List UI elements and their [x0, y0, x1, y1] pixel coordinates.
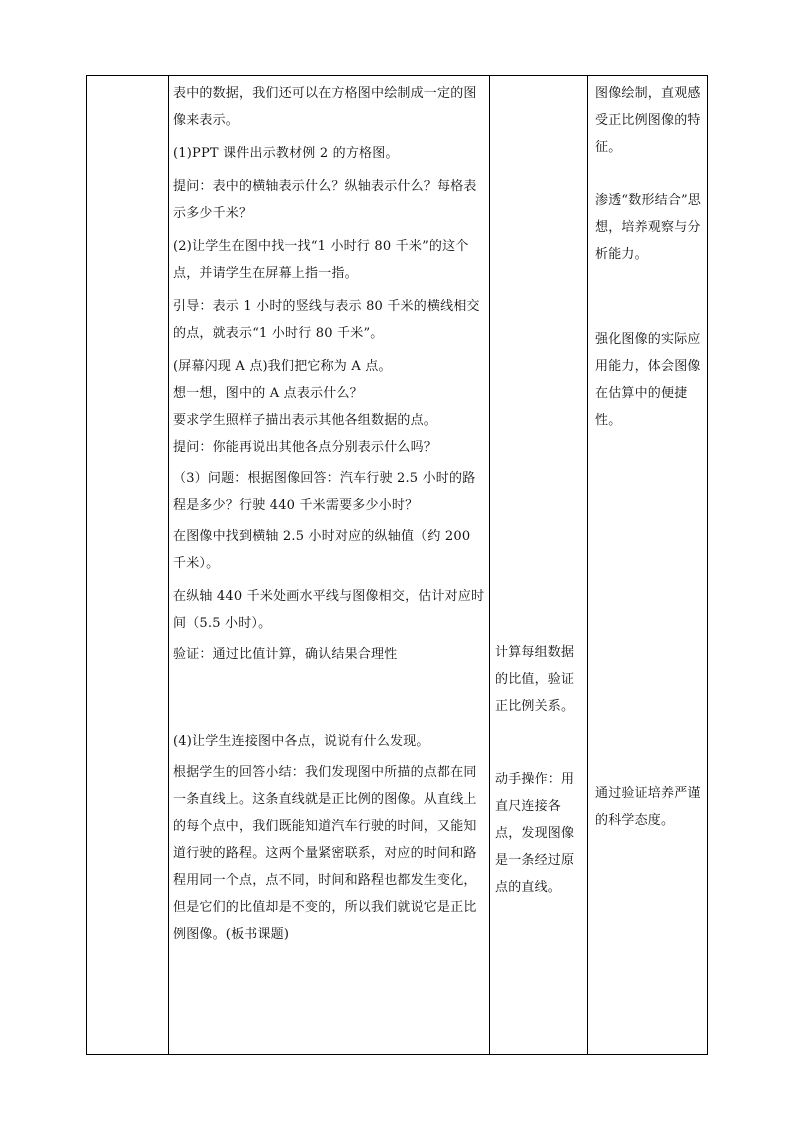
column-divider-3	[587, 76, 588, 1054]
intent-paragraph: 图像绘制，直观感受正比例图像的特征。	[595, 86, 701, 155]
teaching-process-column	[173, 76, 486, 948]
activity-paragraph: 计算每组数据的比值，验证正比例关系。	[495, 645, 575, 714]
column-divider-1	[168, 76, 169, 1054]
column-divider-2	[489, 76, 490, 1054]
process-paragraph: 在纵轴 440 千米处画水平线与图像相交，估计对应时间（5.5 小时）。	[173, 589, 485, 631]
process-paragraph: (4)让学生连接图中各点，说说有什么发现。	[173, 734, 430, 749]
process-paragraph: 想一想，图中的 A 点表示什么？	[173, 386, 363, 401]
process-paragraph: 根据学生的回答小结：我们发现图中所描的点都在同一条直线上。这条直线就是正比例的图像。从直线上的每个点中，我们既能知道汽车行驶的时间，又能知道行驶的路程。这两个量紧密联系，对应的时间和路程用同一个点，点不同，时间和路程也都发生变化，但是它们的比值却是不变的，所以我们就说它是正比例图像。(板书课题)	[173, 765, 477, 942]
process-paragraph: 表中的数据，我们还可以在方格图中绘制成一定的图像来表示。	[173, 86, 477, 128]
process-paragraph: 提问：表中的横轴表示什么？纵轴表示什么？每格表示多少千米？	[173, 179, 477, 221]
intent-paragraph: 强化图像的实际应用能力，体会图像在估算中的便捷性。	[595, 332, 701, 428]
student-activity-column	[495, 76, 587, 901]
lesson-table	[86, 75, 708, 1055]
process-paragraph: 引导：表示 1 小时的竖线与表示 80 千米的横线相交的点，就表示“1 小时行 80 千米”。	[173, 299, 480, 341]
design-intent-column	[595, 76, 703, 834]
process-paragraph: (屏幕闪现 A 点)我们把它称为 A 点。	[173, 359, 392, 374]
process-paragraph: 提问：你能再说出其他各点分别表示什么吗？	[173, 440, 438, 455]
intent-paragraph: 渗透“数形结合”思想，培养观察与分析能力。	[595, 193, 702, 262]
process-paragraph: 在图像中找到横轴 2.5 小时对应的纵轴值（约 200 千米）。	[173, 529, 471, 571]
intent-paragraph: 通过验证培养严谨的科学态度。	[595, 786, 701, 828]
process-paragraph: （3）问题：根据图像回答：汽车行驶 2.5 小时的路程是多少？行驶 440 千米需要多少小时？	[173, 471, 476, 513]
process-paragraph: 要求学生照样子描出表示其他各组数据的点。	[173, 413, 438, 428]
process-paragraph: 验证：通过比值计算，确认结果合理性	[173, 647, 398, 662]
process-paragraph: (2)让学生在图中找一找“1 小时行 80 千米”的这个点，并请学生在屏幕上指一指。	[173, 239, 469, 281]
process-paragraph: (1)PPT 课件出示教材例 2 的方格图。	[173, 146, 399, 161]
activity-paragraph: 动手操作：用直尺连接各点，发现图像是一条经过原点的直线。	[495, 772, 575, 895]
